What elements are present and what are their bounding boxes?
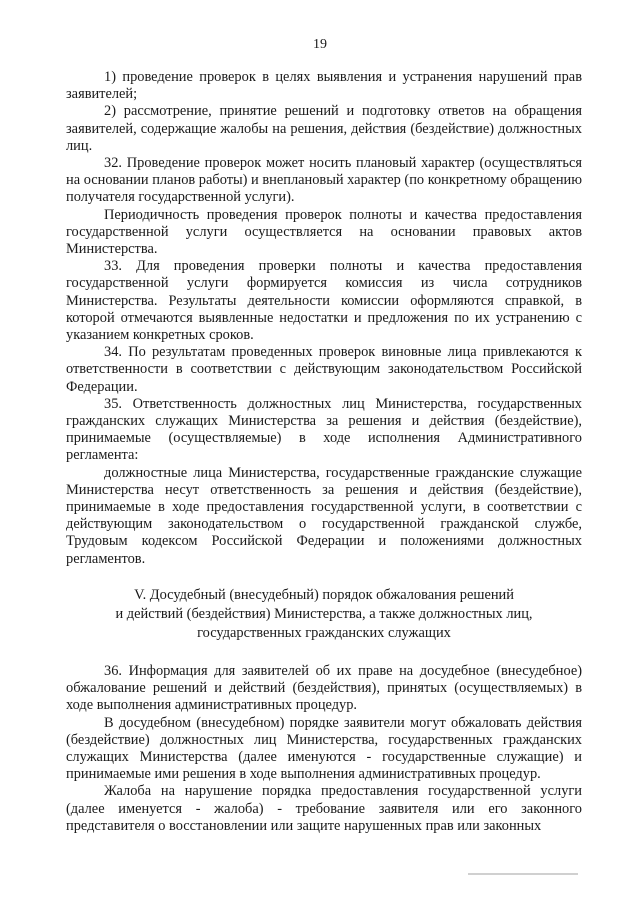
paragraph-36: 36. Информация для заявителей об их праве на досудебное (внесудебное) обжалование решений и действий (бездействия), принятых (осуществляемых) в ходе выполнения административных процедур. [66, 662, 582, 714]
document-body [66, 69, 582, 835]
paragraph-item-1: 1) проведение проверок в целях выявления и устранения нарушений прав заявителей; [66, 69, 582, 103]
section-heading-line-2: и действий (бездействия) Министерства, а также должностных лиц, [115, 605, 533, 622]
paragraph-32: 32. Проведение проверок может носить плановый характер (осуществляться на основании планов работы) и внеплановый характер (по конкретному обращению получателя государственной услуги). [66, 155, 582, 206]
paragraph-33: 33. Для проведения проверки полноты и качества предоставления государственной услуги формируется комиссия из числа сотрудников Министерства. Результаты деятельности комиссии оформляются справкой, в которой отмечаются выявленные недостатки и предложения по их устранению с указанием конкретных сроков. [66, 258, 582, 344]
paragraph-periodicity: Периодичность проведения проверок полноты и качества предоставления государственной услуги осуществляется на основании правовых актов Министерства. [66, 206, 582, 258]
section-heading [66, 586, 582, 643]
section-heading-line-1: V. Досудебный (внесудебный) порядок обжалования решений [134, 586, 514, 603]
scan-footer-mark [468, 873, 578, 875]
paragraph-complaint-definition: Жалоба на нарушение порядка предоставления государственной услуги (далее именуется - жалоба) - требование заявителя или его законного представителя о восстановлении или защите нарушенных прав или законных [66, 783, 582, 834]
section-heading-line-3: государственных гражданских служащих [197, 624, 451, 641]
paragraph-34: 34. По результатам проведенных проверок виновные лица привлекаются к ответственности в соответствии с действующим законодательством Российской Федерации. [66, 344, 582, 395]
paragraph-item-2: 2) рассмотрение, принятие решений и подготовку ответов на обращения заявителей, содержащие жалобы на решения, действия (бездействие) должностных лиц. [66, 103, 582, 154]
paragraph-35: 35. Ответственность должностных лиц Министерства, государственных гражданских служащих Министерства за решения и действия (бездействие), принимаемые (осуществляемые) в ходе исполнения Административного регламента: [66, 395, 582, 464]
paragraph-pretrial-appeal: В досудебном (внесудебном) порядке заявители могут обжаловать действия (бездействие) должностных лиц Министерства, государственных гражданских служащих Министерства (далее именуются - государственные служащие) и принимаемые ими решения в ходе выполнения административных процедур. [66, 714, 582, 783]
page-number: 19 [313, 37, 327, 52]
paragraph-responsibility: должностные лица Министерства, государственные гражданские служащие Министерства несут ответственность за решения и действия (бездействие), принимаемые в ходе предоставления государственной услуги, в соответствии с действующим законодательством о государственной гражданской службе, Трудовым кодексом Российской Федерации и положениями должностных регламентов. [66, 464, 582, 567]
